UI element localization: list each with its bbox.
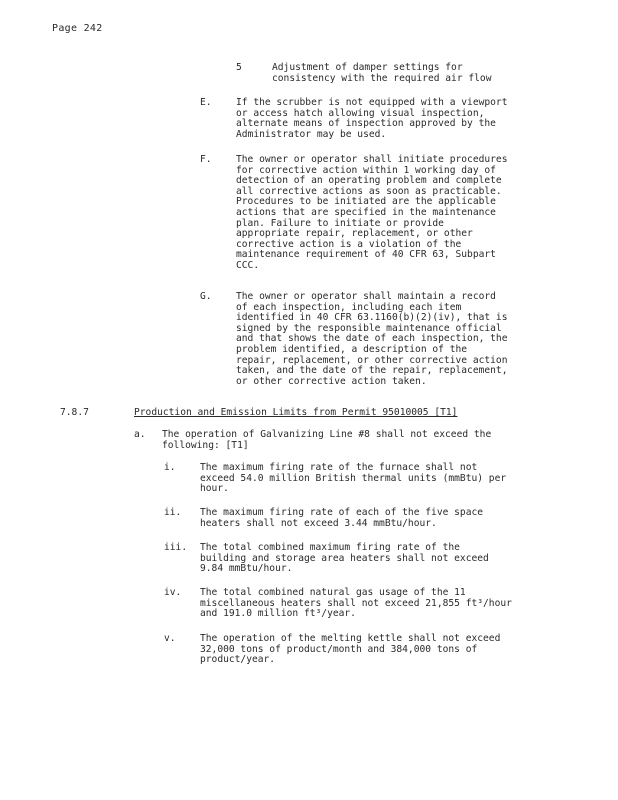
list-item-label: E.	[200, 97, 212, 108]
limit-label: i.	[164, 462, 176, 473]
limit-text: The total combined natural gas usage of the 11 miscellaneous heaters shall not exceed 21,855 ft³/hour and 191.0 million ft³/year.	[200, 587, 512, 620]
list-item-text: If the scrubber is not equipped with a viewport or access hatch allowing visual inspection, alternate means of inspection approved by the Administrator may be used.	[236, 97, 508, 140]
list-item-label: G.	[200, 291, 212, 302]
limit-text: The maximum firing rate of each of the five space heaters shall not exceed 3.44 mmBtu/hour.	[200, 507, 484, 529]
limit-label: iv.	[164, 587, 182, 598]
limit-text: The operation of the melting kettle shall not exceed 32,000 tons of product/month and 384,000 tons of product/year.	[200, 633, 501, 666]
list-item-label: F.	[200, 154, 212, 165]
limit-label: iii.	[164, 542, 188, 553]
limit-text: The total combined maximum firing rate of the building and storage area heaters shall not exceed 9.84 mmBtu/hour.	[200, 542, 489, 575]
list-item-text: The owner or operator shall initiate procedures for corrective action within 1 working day of detection of an operating problem and complete all corrective actions as soon as practicable. Procedures to be initiated are the applicable actions that are specified in the maintenance plan. Failure to initiate or provide appropriate repair, replacement, or other corrective action is a violation of the maintenance requirement of 40 CFR 63, Subpart CCC.	[236, 154, 508, 271]
section-title: Production and Emission Limits from Permit 95010005 [T1]	[134, 407, 458, 418]
list-item-text: The owner or operator shall maintain a record of each inspection, including each item identified in 40 CFR 63.1160(b)(2)(iv), that is signed by the responsible maintenance official and that shows the date of each inspection, the problem identified, a description of the repair, replacement, or other corrective action taken, and the date of the repair, replacement, or other corrective action taken.	[236, 291, 508, 387]
subsection-label: a.	[134, 429, 146, 440]
list-item-text: Adjustment of damper settings for consistency with the required air flow	[272, 62, 492, 84]
subsection-text: The operation of Galvanizing Line #8 shall not exceed the following: [T1]	[162, 429, 492, 451]
limit-label: ii.	[164, 507, 182, 518]
list-item-label: 5	[236, 62, 242, 73]
page-header: Page 242	[52, 23, 103, 34]
limit-label: v.	[164, 633, 176, 644]
limit-text: The maximum firing rate of the furnace shall not exceed 54.0 million British thermal units (mmBtu) per hour.	[200, 462, 507, 495]
section-number: 7.8.7	[60, 407, 89, 418]
